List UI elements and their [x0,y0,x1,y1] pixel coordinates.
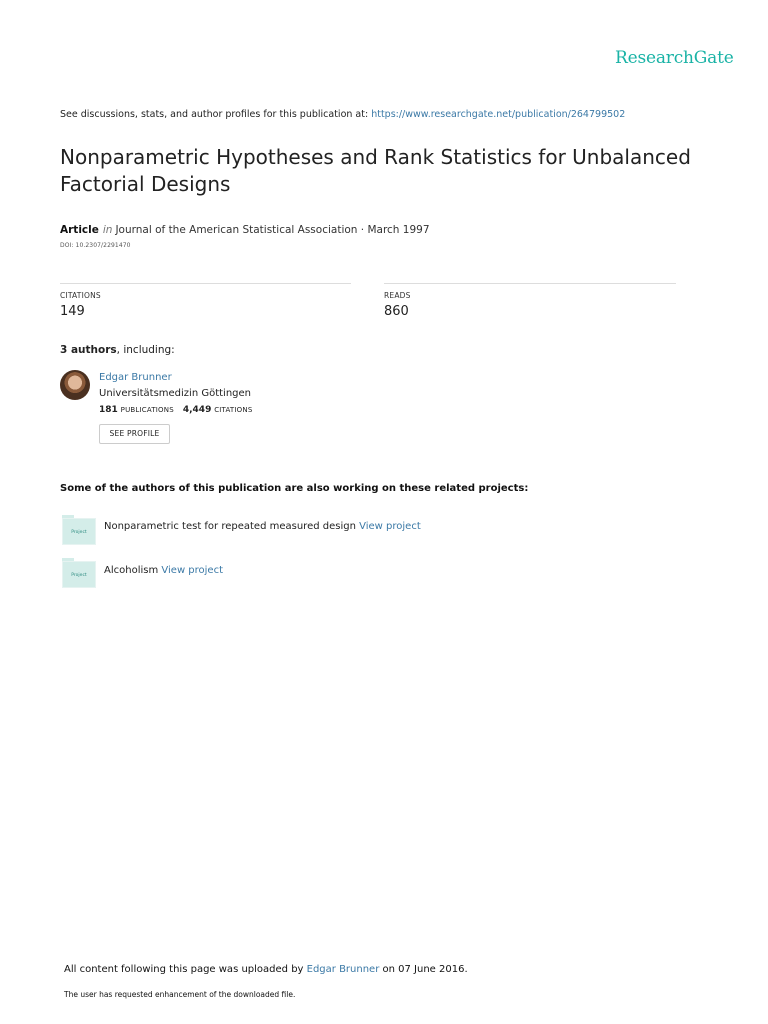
folder-tab [62,558,74,561]
reads-value: 860 [384,304,409,319]
project-item [104,521,421,532]
publication-type: Article [60,224,99,236]
view-project-link[interactable]: View project [359,521,421,532]
uploader-link[interactable]: Edgar Brunner [306,964,380,975]
divider-citations [60,283,351,284]
authors-suffix: , including: [116,344,175,356]
author-stats [99,405,261,415]
upload-prefix: All content following this page was uploaded by [64,964,307,975]
authors-count: 3 authors [60,344,117,356]
upload-notice [64,964,468,975]
author-citations-label: CITATIONS [214,406,253,414]
authors-heading [60,344,175,356]
see-profile-button[interactable]: SEE PROFILE [99,424,170,444]
in-label: in [102,224,113,236]
view-project-link[interactable]: View project [161,565,224,576]
divider-reads [384,283,676,284]
author-publications-label: PUBLICATIONS [120,406,174,414]
enhancement-note: The user has requested enhancement of the downloaded file. [64,990,296,999]
project-icon-label: Project [71,530,87,535]
researchgate-logo: ResearchGate [615,48,734,68]
journal-info: Journal of the American Statistical Association · March 1997 [115,224,430,236]
publication-title: Nonparametric Hypotheses and Rank Statistics for Unbalanced Factorial Designs [60,145,691,196]
author-citations-count: 4,449 [182,405,212,415]
citations-value: 149 [60,304,85,319]
author-institution: Universitätsmedizin Göttingen [99,388,252,399]
author-publications-count: 181 [99,405,118,415]
publication-meta [60,224,430,236]
doi: DOI: 10.2307/2291470 [60,242,131,249]
project-icon-label: Project [71,573,87,578]
publication-url-link[interactable]: https://www.researchgate.net/publication/264799502 [371,109,626,120]
project-title: Alcoholism [104,565,159,576]
projects-heading: Some of the authors of this publication are also working on these related projects: [60,483,529,494]
author-avatar[interactable] [60,370,90,400]
author-name-link[interactable]: Edgar Brunner [99,372,172,383]
project-item [104,565,223,576]
citations-label: CITATIONS [60,291,101,300]
project-folder-icon [62,516,96,545]
reads-label: READS [384,291,411,300]
discussion-line [60,109,625,120]
project-title: Nonparametric test for repeated measured design [104,521,356,532]
upload-suffix: on 07 June 2016. [379,964,468,975]
project-folder-icon [62,559,96,588]
discussion-text: See discussions, stats, and author profiles for this publication at: [60,109,372,120]
folder-tab [62,515,74,518]
